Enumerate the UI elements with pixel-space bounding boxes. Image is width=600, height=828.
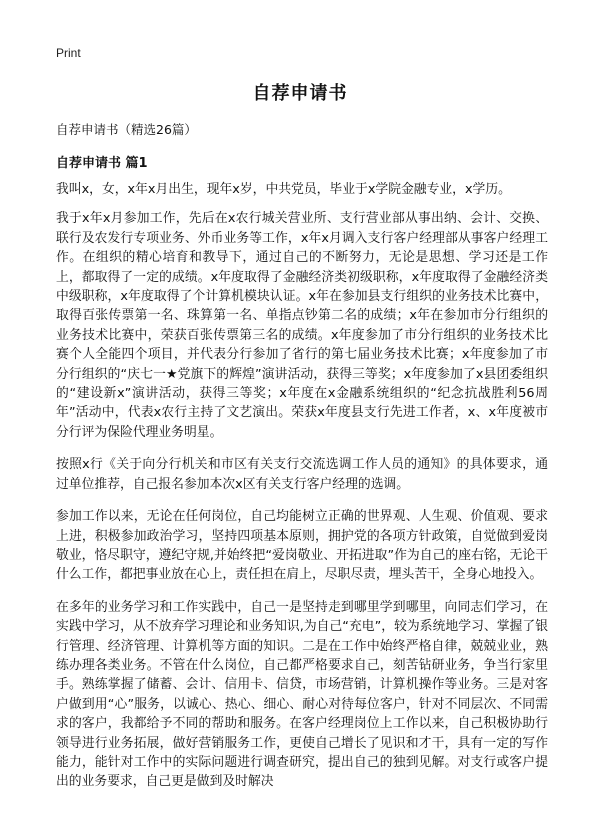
paragraph-attitude: 参加工作以来，无论在任何岗位，自己均能树立正确的世界观、人生观、价值观、要求上进，积极参加政治学习，坚持四项基本原则，拥护党的各项方针政策，自觉做到爱岗敬业，恪尽职守，遵纪守规,并始终把“爱岗敬业、开拓进取”作为自己的座右铭，无论干什么工作，都把事业放在心上，责任担在肩上，尽职尽责，埋头苦干，全身心地投入。 [56, 509, 548, 583]
print-link[interactable]: Print [56, 46, 81, 60]
paragraph-application: 按照x行《关于向分行机关和市区有关支行交流选调工作人员的通知》的具体要求，通过单位推荐，自己报名参加本次x区有关支行客户经理的选调。 [56, 457, 548, 492]
paragraph-learning: 在多年的业务学习和工作实践中，自己一是坚持走到哪里学到哪里，向同志们学习，在实践中学习，从不放弃学习理论和业务知识,为自己“充电”，较为系统地学习、掌握了银行管理、经济管理、计算机等方面的知识。二是在工作中始终严格自律，兢兢业业，熟练办理各类业务。不管在什么岗位，自己都严格要求自己，刻苦钻研业务，争当行家里手。熟练掌握了储蓄、会计、信用卡、信贷，市场营销，计算机操作等业务。三是对客户做到用“心”服务，以诚心、热心、细心、耐心对待每位客户，针对不同层次、不同需求的客户，我都给予不同的帮助和服务。在客户经理岗位上工作以来，自己积极协助行领导进行业务拓展，做好营销服务工作，更使自己增长了见识和才干，具有一定的写作能力，能针对工作中的实际问题进行调查研究，提出自己的独到见解。对支行或客户提出的业务要求，自己更是做到及时解决 [56, 599, 548, 790]
section-heading: 自荐申请书 篇1 [56, 156, 148, 171]
paragraph-work-history: 我于x年x月参加工作，先后在x农行城关营业所、支行营业部从事出纳、会计、交换、联行及农发行专项业务、外币业务等工作，x年x月调入支行客户经理部从事客户经理工作。在组织的精心培育和教导下，通过自己的不断努力，无论是思想、学习还是工作上，都取得了一定的成绩。x年度取得了金融经济类初级职称，x年度取得了金融经济类中级职称，x年度取得了个计算机模块认证。x年在参加县支行组织的业务技术比赛中，取得百张传票第一名、珠算第一名、单指点钞第二名的成绩；x年在参加市分行组织的业务技术比赛中，荣获百张传票第三名的成绩。x年度参加了市分行组织的业务技术比赛个人全能四个项目，并代表分行参加了省行的第七届业务技术比赛；x年度参加了市分行组织的“庆七一★党旗下的辉煌”演讲活动，获得三等奖；x年度参加了x县团委组织的“建设新x”演讲活动，获得三等奖；x年度在x金融系统组织的“纪念抗战胜利56周年”活动中，代表x农行主持了文艺演出。荣获x年度县支行先进工作者，x、x年度被市分行评为保险代理业务明星。 [56, 211, 548, 440]
article-body [56, 180, 548, 805]
document-subtitle: 自荐申请书（精选26篇） [56, 122, 197, 137]
paragraph-intro: 我叫x，女，x年x月出生，现年x岁，中共党员，毕业于x学院金融专业，x学历。 [56, 182, 511, 197]
page-title: 自荐申请书 [252, 83, 348, 104]
